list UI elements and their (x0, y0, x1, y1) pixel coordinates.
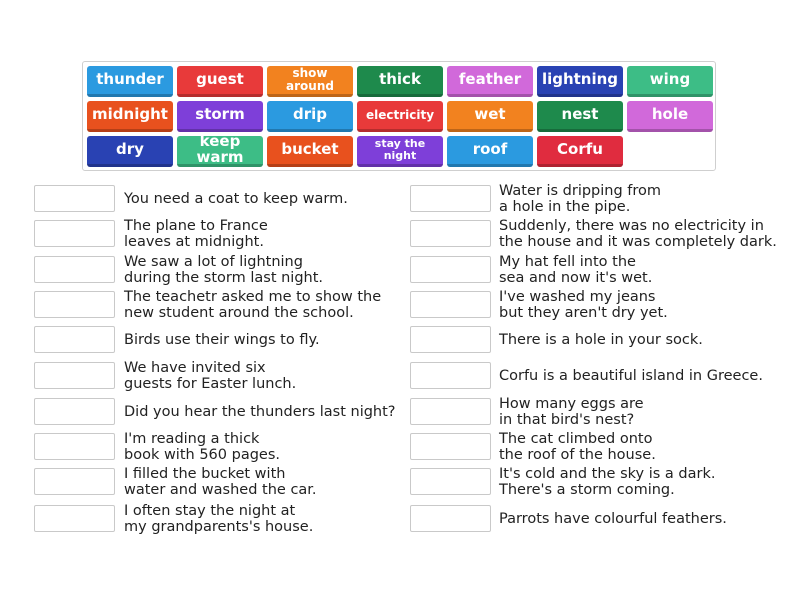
sentence-line: Suddenly, there was no electricity in (499, 217, 764, 234)
sentence-line: Parrots have colourful feathers. (499, 510, 727, 527)
answer-drop-zone[interactable] (34, 505, 115, 532)
sentence-text (124, 218, 268, 251)
sentence-line: There is a hole in your sock. (499, 331, 703, 348)
word-tile[interactable]: Corfu (537, 136, 623, 167)
word-tile[interactable]: electricity (357, 101, 443, 132)
sentence-text (124, 431, 280, 464)
sentence-line: the roof of the house. (499, 447, 656, 463)
sentence-text (499, 218, 777, 251)
sentence-text (499, 332, 703, 349)
word-tile[interactable]: wing (627, 66, 713, 97)
sentence-text (124, 289, 381, 322)
sentence-text (124, 191, 348, 208)
word-tile[interactable]: thunder (87, 66, 173, 97)
sentence-line: It's cold and the sky is a dark. (499, 465, 716, 482)
word-tile[interactable]: dry (87, 136, 173, 167)
sentence-text (124, 404, 396, 421)
sentence-line: I filled the bucket with (124, 465, 286, 482)
sentence-text (124, 466, 317, 499)
word-tile[interactable]: roof (447, 136, 533, 167)
answer-drop-zone[interactable] (410, 505, 491, 532)
sentence-line: sea and now it's wet. (499, 270, 653, 286)
sentence-line: Did you hear the thunders last night? (124, 403, 396, 420)
sentence-text (499, 466, 715, 499)
sentence-line: in that bird's nest? (499, 412, 635, 428)
answer-drop-zone[interactable] (410, 326, 491, 353)
word-tile[interactable]: nest (537, 101, 623, 132)
sentence-line: water and washed the car. (124, 482, 317, 498)
sentence-line: I often stay the night at (124, 502, 296, 519)
sentence-line: a hole in the pipe. (499, 199, 631, 215)
answer-drop-zone[interactable] (34, 220, 115, 247)
sentence-text (499, 368, 763, 385)
word-tile[interactable]: drip (267, 101, 353, 132)
answer-drop-zone[interactable] (410, 362, 491, 389)
sentence-text (124, 332, 320, 349)
sentence-line: guests for Easter lunch. (124, 376, 297, 392)
answer-drop-zone[interactable] (34, 291, 115, 318)
sentence-line: my grandparents's house. (124, 519, 314, 535)
sentence-line: Birds use their wings to fly. (124, 331, 320, 348)
answer-drop-zone[interactable] (34, 468, 115, 495)
answer-drop-zone[interactable] (34, 433, 115, 460)
word-tile[interactable]: thick (357, 66, 443, 97)
sentence-text (124, 254, 323, 287)
answer-drop-zone[interactable] (34, 362, 115, 389)
answer-drop-zone[interactable] (34, 398, 115, 425)
sentence-line: I'm reading a thick (124, 430, 260, 447)
answer-drop-zone[interactable] (34, 256, 115, 283)
answer-drop-zone[interactable] (34, 326, 115, 353)
sentence-line: We saw a lot of lightning (124, 253, 303, 270)
answer-drop-zone[interactable] (410, 185, 491, 212)
word-tile[interactable]: show around (267, 66, 353, 97)
sentence-line: Corfu is a beautiful island in Greece. (499, 367, 763, 384)
sentence-text (499, 183, 661, 216)
word-tile[interactable]: bucket (267, 136, 353, 167)
word-tile[interactable]: wet (447, 101, 533, 132)
sentence-line: during the storm last night. (124, 270, 324, 286)
word-tile[interactable]: midnight (87, 101, 173, 132)
sentence-line: The teachetr asked me to show the (124, 288, 382, 305)
sentence-text (499, 289, 668, 322)
word-tile[interactable]: keep warm (177, 136, 263, 167)
answer-drop-zone[interactable] (410, 256, 491, 283)
sentence-text (499, 396, 644, 429)
sentence-line: the house and it was completely dark. (499, 234, 777, 250)
answer-drop-zone[interactable] (410, 398, 491, 425)
answer-drop-zone[interactable] (410, 220, 491, 247)
sentence-text (124, 360, 296, 393)
word-bank (82, 61, 716, 171)
sentence-line: You need a coat to keep warm. (124, 190, 348, 207)
sentence-line: Water is dripping from (499, 182, 662, 199)
sentence-text (124, 503, 313, 536)
sentence-line: book with 560 pages. (124, 447, 280, 463)
sentence-line: The plane to France (124, 217, 268, 234)
word-tile[interactable]: hole (627, 101, 713, 132)
word-tile[interactable]: lightning (537, 66, 623, 97)
sentence-line: but they aren't dry yet. (499, 305, 668, 321)
answer-drop-zone[interactable] (410, 433, 491, 460)
sentence-line: new student around the school. (124, 305, 354, 321)
sentence-text (499, 431, 656, 464)
sentence-line: My hat fell into the (499, 253, 636, 270)
word-tile[interactable]: stay the night (357, 136, 443, 167)
sentence-line: leaves at midnight. (124, 234, 264, 250)
sentence-line: We have invited six (124, 359, 266, 376)
answer-drop-zone[interactable] (34, 185, 115, 212)
sentence-line: I've washed my jeans (499, 288, 656, 305)
sentence-text (499, 511, 727, 528)
sentence-line: The cat climbed onto (499, 430, 653, 447)
sentence-text (499, 254, 652, 287)
word-tile[interactable]: storm (177, 101, 263, 132)
sentence-line: How many eggs are (499, 395, 644, 412)
sentence-line: There's a storm coming. (499, 482, 675, 498)
answer-drop-zone[interactable] (410, 468, 491, 495)
answer-drop-zone[interactable] (410, 291, 491, 318)
word-tile[interactable]: feather (447, 66, 533, 97)
word-tile[interactable]: guest (177, 66, 263, 97)
